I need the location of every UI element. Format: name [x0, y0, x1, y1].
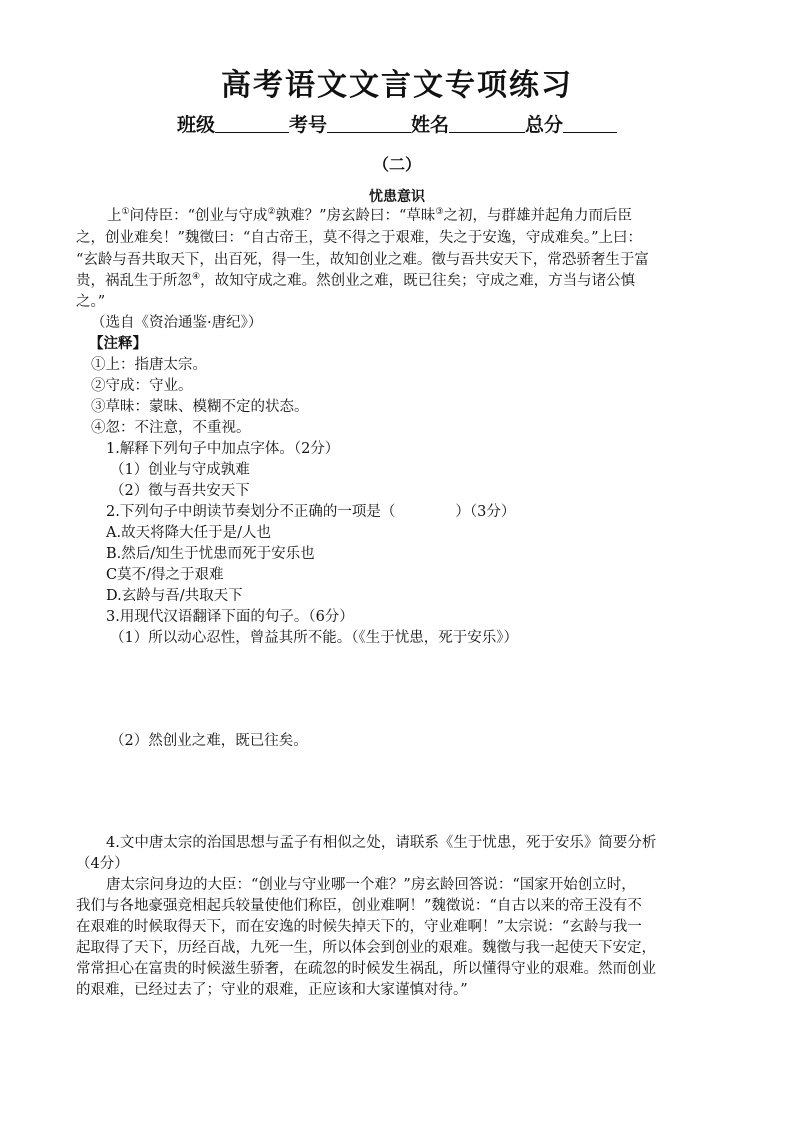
option-d: D.玄龄与吾/共取天下: [106, 588, 243, 604]
passage-text: 上: [107, 208, 122, 224]
passage-line-5: 之。”: [76, 294, 106, 310]
name-label: 姓名: [411, 114, 450, 136]
option-a: A.故天将降大任于是/人也: [106, 525, 271, 541]
score-label: 总分: [525, 114, 564, 136]
footnote-marker: ④: [192, 272, 201, 282]
passage-title: 忧患意识: [369, 189, 425, 205]
exam-number-blank[interactable]: [327, 114, 411, 133]
translation-line: 在艰难的时候取得天下，而在安逸的时候失掉天下的，守业难啊！”太宗说：“玄龄与我一: [76, 919, 642, 935]
passage-source: （选自《资治通鉴·唐纪》）: [91, 315, 263, 331]
passage-line-1: [107, 206, 632, 226]
notes-heading: 【注释】: [89, 336, 147, 352]
passage-text: 之初，与群雄并起角力而后臣: [443, 208, 632, 224]
footnote-marker: ②: [267, 207, 276, 217]
passage-line-4: [76, 271, 635, 291]
exam-number-label: 考号: [288, 114, 327, 136]
note-item: ①上：指唐太宗。: [91, 357, 207, 373]
option-c: C莫不/得之于艰难: [106, 567, 224, 583]
question-1-part-2: （2）徵与吾共安天下: [110, 483, 250, 499]
note-item: ③草昧：蒙昧、模糊不定的状态。: [91, 399, 309, 415]
translation-line: 常常担心在富贵的时候滋生骄奢，在疏忽的时候发生祸乱，所以懂得守业的艰难。然而创业: [76, 961, 656, 977]
question-text: 2.下列句子中朗读节奏划分不正确的一项是（: [106, 504, 396, 520]
name-blank[interactable]: [449, 114, 525, 133]
passage-line-3: “玄龄与吾共取天下，出百死，得一生，故知创业之难。徵与吾共安天下，常恐骄奢生于富: [76, 252, 649, 268]
note-item: ④忽：不注意，不重视。: [91, 420, 251, 436]
score-blank[interactable]: [563, 114, 617, 133]
passage-text: 问侍臣：“创业与守成: [129, 208, 268, 224]
class-blank[interactable]: [215, 114, 289, 133]
question-1-part-1: （1）创业与守成孰难: [110, 462, 250, 478]
question-3-part-1: （1）所以动心忍性，曾益其所不能。（《生于忧患，死于安乐》）: [110, 630, 518, 646]
question-1: 1.解释下列句子中加点字体。（2分）: [106, 441, 340, 457]
translation-line: 的艰难，已经过去了；守业的艰难，正应该和大家谨慎对待。”: [76, 982, 468, 998]
student-info-line: [0, 110, 794, 137]
question-3-part-2: （2）然创业之难，既已往矣。: [110, 733, 308, 749]
option-b: B.然后/知生于忧患而死于安乐也: [106, 546, 315, 562]
passage-text: 孰难？”房玄龄曰：“草昧: [275, 208, 436, 224]
translation-line: 起取得了天下，历经百战，九死一生，所以体会到创业的艰难。魏徵与我一起使天下安定，: [76, 940, 656, 956]
passage-text: ，故知守成之难。然创业之难，既已往矣；守成之难，方当与诸公慎: [200, 273, 636, 289]
question-text: ）（3分）: [455, 504, 516, 520]
note-item: ②守成：守业。: [91, 378, 193, 394]
question-3: 3.用现代汉语翻译下面的句子。（6分）: [106, 609, 354, 625]
question-4: 4.文中唐太宗的治国思想与孟子有相似之处，请联系《生于忧患，死于安乐》简要分析: [106, 835, 657, 851]
section-number: （二）: [372, 155, 421, 174]
question-2: [106, 502, 515, 522]
question-4-score: （4分）: [76, 856, 129, 872]
page-title: 高考语文文言文专项练习: [221, 68, 573, 103]
class-label: 班级: [176, 114, 215, 136]
passage-text: 贵，祸乱生于所忽: [76, 273, 192, 289]
translation-line: 我们与各地豪强竞相起兵较量使他们称臣，创业难啊！”魏徵说：“自古以来的帝王没有不: [76, 898, 642, 914]
translation-line: 唐太宗问身边的大臣：“创业与守业哪一个难？”房玄龄回答说：“国家开始创立时，: [106, 877, 636, 893]
footnote-marker: ①: [121, 207, 130, 217]
passage-line-2: 之，创业难矣！”魏徵曰：“自古帝王，莫不得之于艰难，失之于安逸，守成难矣。”上曰：: [76, 230, 642, 246]
footnote-marker: ③: [435, 207, 444, 217]
